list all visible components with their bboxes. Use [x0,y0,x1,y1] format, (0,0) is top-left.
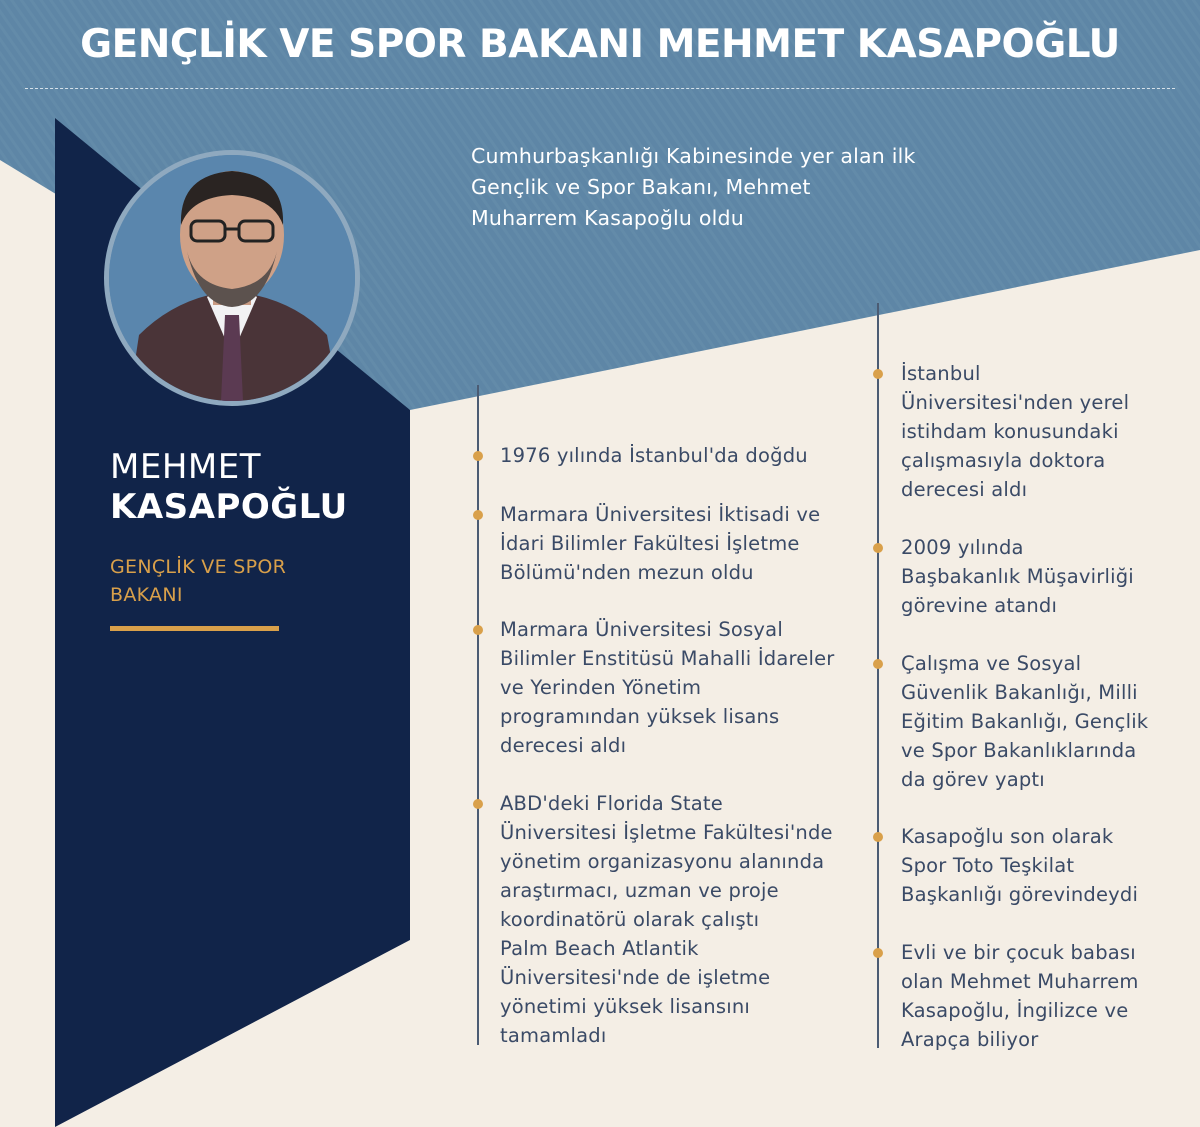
timeline-item-line: İstanbul [901,362,981,385]
timeline-item-line: Çalışma ve Sosyal [901,652,1082,675]
timeline-line-right [877,303,879,1048]
role-line: BAKANI [110,584,183,606]
timeline-item [500,441,840,470]
timeline-bullet [473,799,483,809]
timeline-item [500,789,840,1050]
timeline-item-line: araştırmacı, uzman ve proje [500,879,779,902]
intro-text [471,141,991,234]
timeline-item-line: da görev yaptı [901,768,1045,791]
timeline-item-line: ve Spor Bakanlıklarında [901,739,1137,762]
timeline-item-line: ABD'deki Florida State [500,792,723,815]
timeline-item-line: Güvenlik Bakanlığı, Milli [901,681,1138,704]
timeline-item [901,359,1200,504]
portrait-image [109,155,355,401]
timeline-bullet [473,510,483,520]
portrait-photo [104,150,360,406]
timeline-item-line: ve Yerinden Yönetim [500,676,702,699]
intro-line: Muharrem Kasapoğlu oldu [471,206,744,230]
timeline-item-line: Arapça biliyor [901,1028,1039,1051]
timeline-item [500,500,840,587]
timeline-item-line: Kasapoğlu, İngilizce ve [901,999,1129,1022]
timeline-item-line: 2009 yılında [901,536,1024,559]
timeline-item-line: Başkanlığı görevindeydi [901,883,1139,906]
timeline-item-line: yönetim organizasyonu alanında [500,850,825,873]
timeline-item-line: Üniversitesi İşletme Fakültesi'nde [500,821,833,844]
timeline-item-line: görevine atandı [901,594,1058,617]
timeline-item [500,615,840,760]
timeline-item-line: İdari Bilimler Fakültesi İşletme [500,532,800,555]
timeline-line-left [477,385,479,1045]
timeline-item-line: Üniversitesi'nden yerel [901,391,1130,414]
timeline-bullet [873,543,883,553]
timeline-bullet [873,832,883,842]
timeline-item-line: Bölümü'nden mezun oldu [500,561,754,584]
timeline-item-line: programından yüksek lisans [500,705,780,728]
timeline-item-line: yönetimi yüksek lisansını [500,995,750,1018]
timeline-bullet [473,451,483,461]
last-name: KASAPOĞLU [110,487,348,527]
timeline-item-line: Marmara Üniversitesi İktisadi ve [500,503,821,526]
timeline-item [901,822,1200,909]
timeline-item-line: Evli ve bir çocuk babası [901,941,1136,964]
intro-line: Cumhurbaşkanlığı Kabinesinde yer alan ilk [471,144,916,168]
role-title [110,553,340,609]
timeline-item-line: Eğitim Bakanlığı, Gençlik [901,710,1149,733]
name-underline [110,626,279,631]
timeline-bullet [873,659,883,669]
timeline-item-line: Bilimler Enstitüsü Mahalli İdareler [500,647,835,670]
timeline-bullet [473,625,483,635]
portrait-illustration [109,155,355,401]
timeline-item-line: olan Mehmet Muharrem [901,970,1139,993]
timeline-item-line: derecesi aldı [500,734,627,757]
timeline-item [901,649,1200,794]
timeline-item-line: istihdam konusundaki [901,420,1119,443]
intro-line: Gençlik ve Spor Bakanı, Mehmet [471,175,811,199]
timeline-bullet [873,369,883,379]
timeline-item-line: çalışmasıyla doktora [901,449,1106,472]
timeline-item-line: tamamladı [500,1024,607,1047]
title-divider [25,88,1175,89]
timeline-item-line: Marmara Üniversitesi Sosyal [500,618,783,641]
page-title: GENÇLİK VE SPOR BAKANI MEHMET KASAPOĞLU [80,22,1120,67]
timeline-item-line: Palm Beach Atlantik [500,937,699,960]
timeline-item [901,533,1200,620]
timeline-item-line: Başbakanlık Müşavirliği [901,565,1134,588]
timeline-bullet [873,948,883,958]
timeline-item-line: Spor Toto Teşkilat [901,854,1075,877]
timeline-item-line: Üniversitesi'nde de işletme [500,966,771,989]
timeline-item-line: 1976 yılında İstanbul'da doğdu [500,444,808,467]
timeline-item-line: Kasapoğlu son olarak [901,825,1114,848]
first-name: MEHMET [110,447,261,487]
timeline-item [901,938,1200,1054]
timeline-item-line: koordinatörü olarak çalıştı [500,908,760,931]
timeline-item-line: derecesi aldı [901,478,1028,501]
role-line: GENÇLİK VE SPOR [110,556,287,578]
